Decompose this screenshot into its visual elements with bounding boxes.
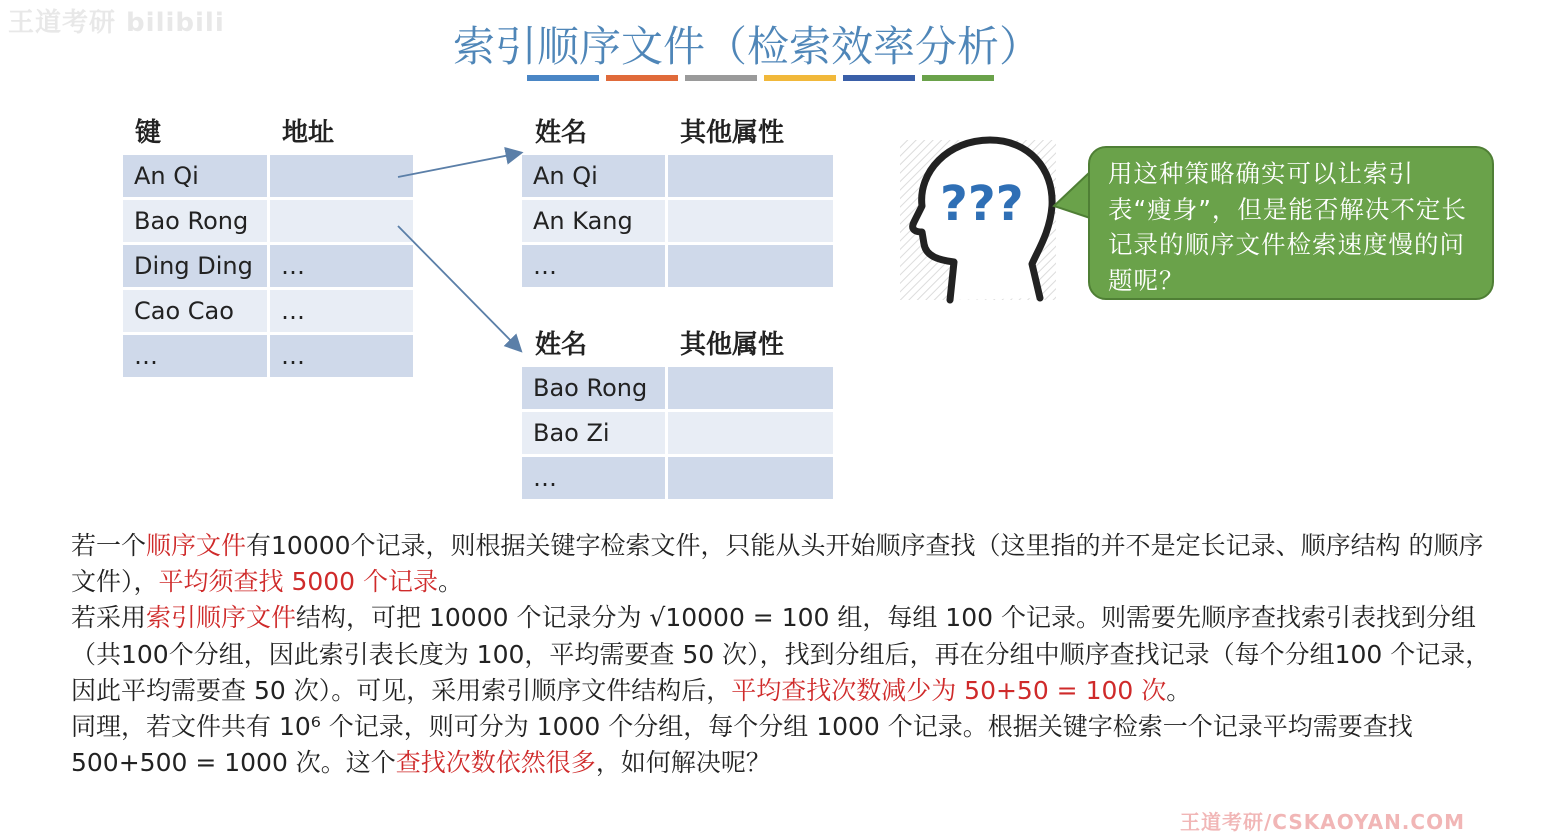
table-row [522,457,836,502]
pointer-arrow [398,226,520,350]
index-header-address: 地址 [282,118,335,148]
table-row [522,200,836,245]
table-row [522,155,836,200]
group2-header-name: 姓名 [535,330,588,360]
table-row [123,290,416,335]
page-title: 索引顺序文件（检索效率分析） [452,22,1041,71]
index-key-cell: Cao Cao [123,290,270,335]
index-key-cell: … [123,335,270,380]
index-address-cell: … [270,290,416,335]
highlighted-text: 索引顺序文件 [146,603,297,633]
index-key-cell: Ding Ding [123,245,270,290]
index-address-cell: … [270,335,416,380]
text-segment: 若采用 [71,603,147,633]
group-name-cell: … [522,457,668,502]
title-color-bar [843,75,915,81]
group1-header-name: 姓名 [535,118,588,148]
title-color-bar [685,75,757,81]
explanation-text [71,528,1491,781]
highlighted-text: 查找次数依然很多 [395,748,596,778]
group-attr-cell [668,155,836,200]
paragraph-1 [71,528,1491,600]
text-segment: 若一个 [71,531,147,560]
index-address-cell: … [270,245,416,290]
text-segment: 结构，可把 10000 个记录分为 √10000 = 100 组，每组 100 个记录。则需要先顺序查找索引表找到分组（共100个分组，因此索引表长度为 100，平均需要查 50 次），找到分组后，再在分组中顺序查找记录（每个分组100 个记录，因此平均需要查 50 次）。可见，采用索引顺序文件结构后， [71,603,1491,705]
table-row [123,335,416,380]
watermark-site: 王道考研/CSKAOYAN.COM [1180,810,1465,834]
text-segment: 。 [438,567,464,597]
title-color-bar [922,75,994,81]
title-color-bar [606,75,678,81]
paragraph-3 [71,709,1491,781]
group-name-cell: Bao Zi [522,412,668,457]
highlighted-text: 顺序文件 [146,531,247,560]
group-attr-cell [668,200,836,245]
text-segment: 有10000个记录，则根据关键字检索文件，只能从头开始顺序查找（这里指的并不是定长记录、顺序结构 的顺序文件）， [71,531,1484,597]
paragraph-2 [71,600,1491,709]
group-attr-cell [668,412,836,457]
table-row [522,412,836,457]
highlighted-text: 平均须查找 5000 个记录 [158,567,439,597]
group-attr-cell [668,367,836,412]
text-segment: 。 [1166,675,1192,705]
group-name-cell: Bao Rong [522,367,668,412]
group-attr-cell [668,457,836,502]
title-color-bars [527,75,994,81]
group1-header-attributes: 其他属性 [680,118,785,148]
table-row [522,367,836,412]
title-color-bar [764,75,836,81]
speech-bubble: 用这种策略确实可以让索引表“瘦身”，但是能否解决不定长记录的顺序文件检索速度慢的问题呢？ [1088,146,1494,300]
index-key-cell: An Qi [123,155,270,200]
group-table-1 [522,155,836,290]
table-row [123,155,416,200]
table-row [123,200,416,245]
index-table [123,155,416,380]
title-color-bar [527,75,599,81]
index-header-key: 键 [135,118,162,148]
thinking-head-icon [898,132,1058,304]
pointer-arrow [398,153,520,177]
question-marks: ??? [940,176,1024,232]
index-key-cell: Bao Rong [123,200,270,245]
watermark-logo: 王道考研 bilibili [8,8,225,38]
group-table-2 [522,367,836,502]
index-address-cell [270,155,416,200]
table-row [123,245,416,290]
table-row [522,245,836,290]
speech-bubble-tail [1052,168,1092,228]
group-name-cell: An Kang [522,200,668,245]
text-segment: ，如何解决呢？ [595,748,771,778]
index-address-cell [270,200,416,245]
highlighted-text: 平均查找次数减少为 50+50 = 100 次 [731,675,1167,705]
group-attr-cell [668,245,836,290]
text-segment: 同理，若文件共有 10⁶ 个记录，则可分为 1000 个分组，每个分组 1000 个记录。根据关键字检索一个记录平均需要查找 500+500 = 1000 次。这个 [71,712,1413,778]
group-name-cell: An Qi [522,155,668,200]
group2-header-attributes: 其他属性 [680,330,785,360]
group-name-cell: … [522,245,668,290]
